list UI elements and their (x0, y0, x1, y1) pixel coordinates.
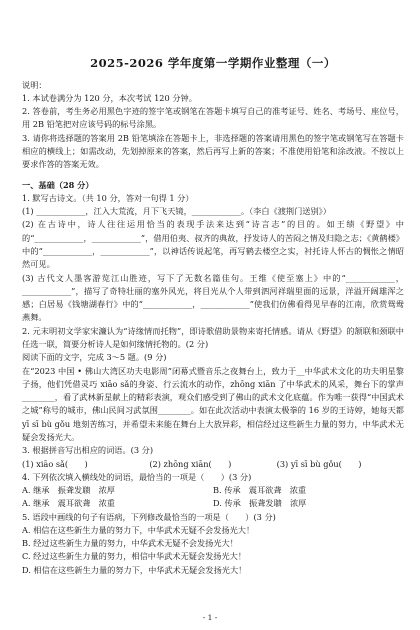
q5-option-d: D. 相信在这些新生力量的努力下，中华武术无疑会发扬光大！ (22, 564, 247, 575)
q5-option-c: C. 经过这些新生力量的努力，相信中华武术无疑会发扬光大！ (22, 551, 247, 562)
q4-option-c: A. 继承 震耳欲聋 浓重 (22, 498, 115, 509)
reading-passage: 在“2023 中国 • 佛山大湾区功夫电影周”闭幕式暨音乐之夜舞台上，致力于__中华武术文化的功夫明星黎子扬，他们凭借灵巧 xiāo sǎ的身姿、行云流水的动作，zhōng xiān 了中华武术的风采，舞台下的掌声________，看了武林新星献上的精彩表演，观众们感受到了佛山的武术文化底蕴。作为唯一获得“中国武术之城”称号的城市，佛山民间习武氛围________。如在此次活动中表演太极拳的 16 岁的王诗婷，她每天都 yī sī bù gǒu 地刻苦练习，并希望未来能在舞台上大放异彩，相信经过这些新生力量的努力，中华武术无疑会发扬光大。 (22, 365, 404, 442)
page-number: - 1 - (202, 612, 218, 622)
q4-option-d: D. 传承 振聋发聩 浓厚 (213, 498, 307, 509)
q3-option-2: (2) zhōng xiān( ) (149, 458, 232, 469)
q3-option-3: (3) yī sī bù gǒu( ) (276, 458, 362, 469)
question-3-options (22, 458, 404, 471)
question-1-1: (1) ____________，江入大荒流，月下飞天镜，____________。（李白《渡荆门送别》） (22, 206, 331, 217)
question-2: 2. 元末明初文学家宋濂认为“诗缘情而托物”，即诗歌借助景物来寄托情感。请从《野望》的颔联和颈联中任选一联，简要分析诗人是如何缘情托物的。(2 分) (22, 325, 404, 349)
question-5: 5. 语段中画线的句子有语病，下列修改最恰当的一项是（ ）(3 分) (22, 511, 276, 522)
question-4-row-1 (22, 484, 404, 497)
q5-option-a: A. 相信在这些新生力量的努力下，中华武术无疑不会发扬光大！ (22, 524, 255, 535)
notice-heading: 说明： (22, 79, 47, 90)
reading-instruction: 阅读下面的文字，完成 3～5 题。(9 分) (22, 352, 167, 363)
question-4: 4. 下列依次填入横线处的词语，最恰当的一项是（ ）(3 分) (22, 471, 252, 482)
question-3: 3. 根据拼音写出相应的词语。(3 分) (22, 445, 154, 456)
notice-line-3: 3. 请你将选择题的答案用 2B 铅笔填涂在答题卡上，非选择题的答案请用黑色的签字笔或钢笔写在答题卡相应的横线上；如需改动，先划掉原来的答案，然后再写上新的答案；不准使用铅笔和涂改液。不按以上要求作答的答案无效。 (22, 132, 404, 170)
question-1: 1. 默写古诗文。（共 10 分，答对一句得 1 分） (22, 192, 194, 203)
q5-option-b: B. 经过这些新生力量的努力，中华武术无疑不会发扬光大！ (22, 538, 238, 549)
question-1-2: (2) 在古诗中，诗人往往运用恰当的表现手法来达到“诗言志”的目的。如王绩《野望》中的“____________，____________”，借用伯夷、叔齐的典故，抒发诗人的苦闷之情及归隐之志；《黄鹤楼》中的“____________，____________”，以神话传说起笔，再写鹤去楼空之实，衬托诗人怀古的惆怅之情昭然可见。 (22, 219, 404, 270)
section-heading: 一、基础（28 分） (22, 179, 94, 190)
notice-line-1: 1. 本试卷满分为 120 分，本次考试 120 分钟。 (22, 92, 197, 103)
notice-line-2: 2. 答卷前，考生务必用黑色字迹的签字笔或钢笔在答题卡填写自己的准考证号、姓名、考场号、座位号，用 2B 铅笔把对应该号码的标号涂黑。 (22, 106, 404, 130)
document-title: 2025-2026 学年度第一学期作业整理（一） (90, 56, 336, 70)
q4-option-a: A. 继承 振聋发聩 浓厚 (22, 485, 115, 496)
q4-option-b: B. 传承 震耳欲聋 浓重 (213, 485, 307, 496)
q3-option-1: (1) xiāo sǎ( ) (22, 458, 88, 469)
question-1-3: (3) 古代文人墨客游览江山胜迹，写下了无数名篇佳句。王维《使至塞上》中的“____________，____________”，描写了奇特壮丽的塞外风光，将目光从个人带到泗河祥瑞里面的远景，洋溢开阔雄浑之感；白居易《钱塘湖春行》中的“____________，____________”使我们仿佛看得见早春的江南，欣赏鸳鸯燕舞。 (22, 272, 404, 323)
question-4-row-2 (22, 497, 404, 510)
